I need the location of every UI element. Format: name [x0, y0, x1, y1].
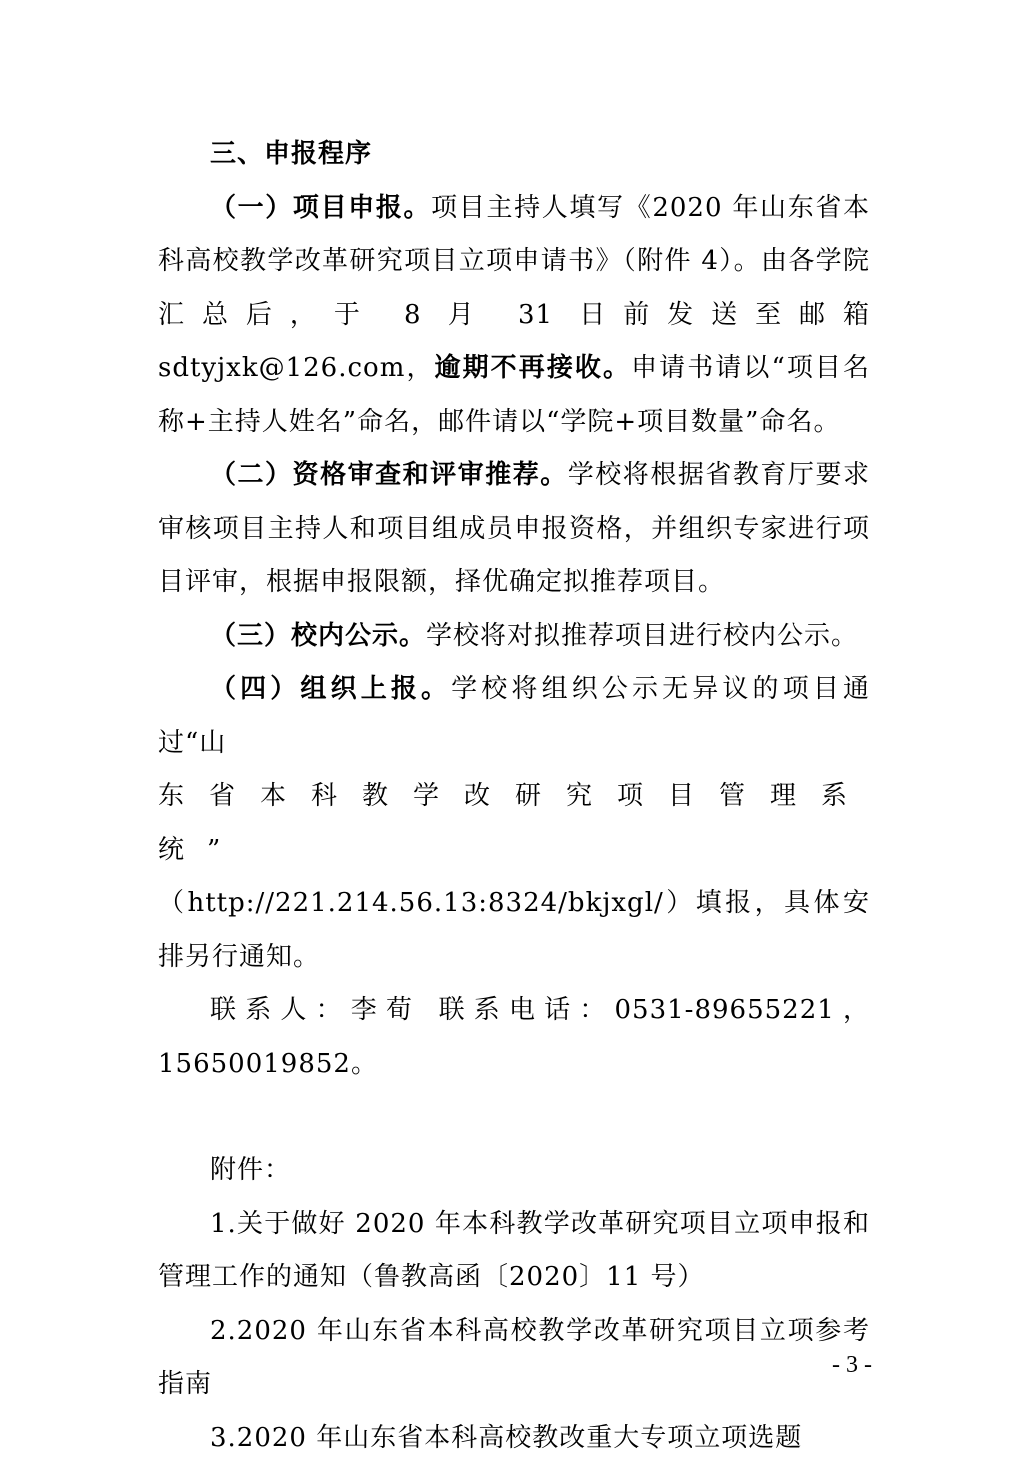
paragraph-lead: （二）资格审查和评审推荐。 — [210, 460, 568, 490]
system-name-line: 东省本科教学改研究项目管理系统” — [158, 770, 870, 877]
attachment-item-2: 2.2020 年山东省本科高校教学改革研究项目立项参考指南 — [158, 1305, 870, 1412]
paragraph-lead: （一）项目申报。 — [210, 193, 431, 223]
page-number: - 3 - — [832, 1352, 872, 1379]
paragraph-campus-publicity: （三）校内公示。学校将对拟推荐项目进行校内公示。 — [158, 610, 870, 664]
attachment-item-1: 1.关于做好 2020 年本科教学改革研究项目立项申报和管理工作的通知（鲁教高函〔2020〕11 号） — [158, 1198, 870, 1305]
system-url-line: （http://221.214.56.13:8324/bkjxgl/）填报，具体安排另行通知。 — [158, 877, 870, 984]
section-title: 三、申报程序 — [158, 128, 870, 182]
paragraph-lead: （四）组织上报。 — [210, 674, 451, 704]
paragraph-qualification-review: （二）资格审查和评审推荐。学校将根据省教育厅要求审核项目主持人和项目组成员申报资格，并组织专家进行项目评审，根据申报限额，择优确定拟推荐项目。 — [158, 449, 870, 610]
paragraph-organize-submission: （四）组织上报。学校将组织公示无异议的项目通过“山 — [158, 663, 870, 770]
attachments-label: 附件： — [158, 1144, 870, 1198]
document-body — [158, 128, 870, 1465]
paragraph-lead: （三）校内公示。 — [210, 621, 426, 651]
paragraph-project-application: （一）项目申报。项目主持人填写《2020 年山东省本科高校教学改革研究项目立项申请书》（附件 4）。由各学院汇总后，于 8 月 31 日前发送至邮箱 sdtyjxk@126.com，逾期不再接收。申请书请以“项目名称+主持人姓名”命名，邮件请以“学院+项目数量”命名。 — [158, 182, 870, 450]
attachment-item-3: 3.2020 年山东省本科高校教改重大专项立项选题 — [158, 1412, 870, 1465]
contact-line: 联系人：李荀 联系电话：0531-89655221，15650019852。 — [158, 984, 870, 1091]
